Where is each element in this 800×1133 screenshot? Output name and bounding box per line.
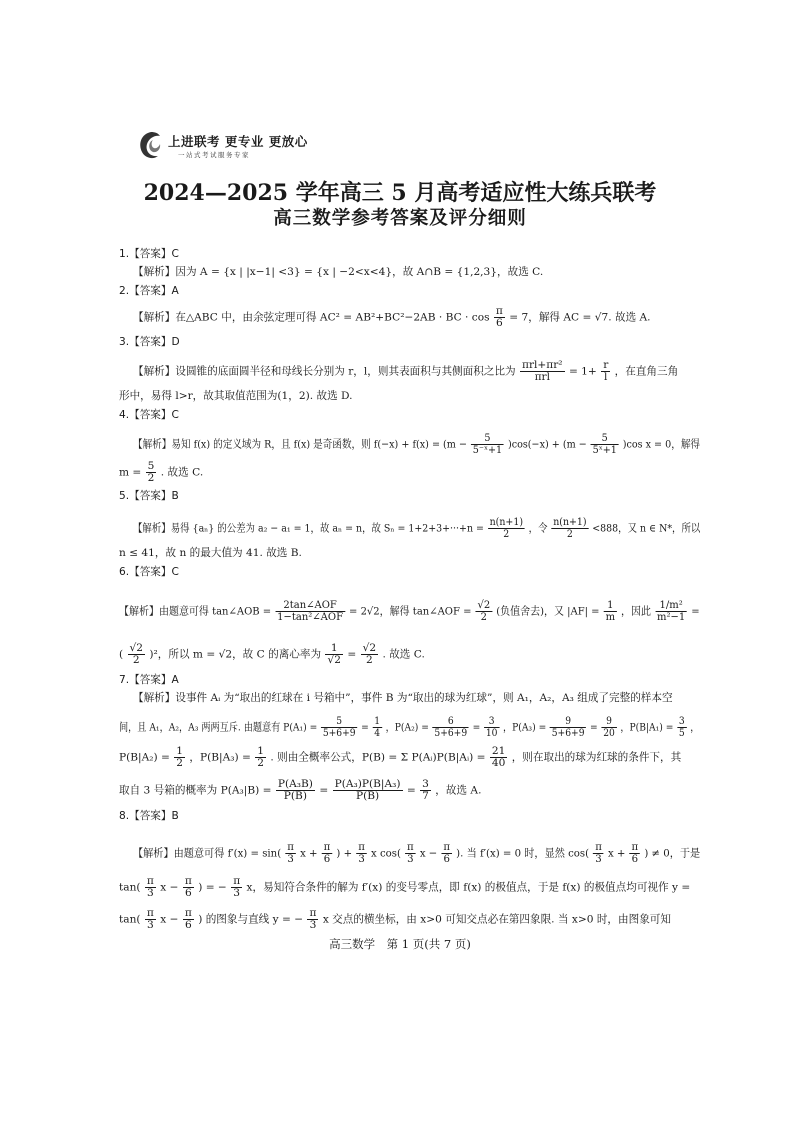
q4-f2-den: 5ˣ+1 <box>592 444 617 456</box>
q7-l3-post: ，则在取出的球为红球的条件下，其 <box>511 751 682 764</box>
q2-frac-den: 6 <box>496 317 503 329</box>
q2-frac-num: π <box>495 305 503 317</box>
q7-c1-num: P(A₃B) <box>277 778 313 790</box>
q8-l2-pi3-fraction <box>145 876 156 899</box>
q8-pi6-num: π <box>323 841 331 853</box>
q8-l3-pi6-den: 6 <box>184 919 192 931</box>
q7-answer: 7.【答案】A <box>119 674 179 686</box>
q8-l2-pi3b-num: π <box>233 875 241 887</box>
q7-c1-den: P(B) <box>283 790 307 802</box>
q6-l2-fraction-3 <box>361 643 379 666</box>
q7-l4-post: ，故选 A. <box>435 784 482 797</box>
q3-fraction-1 <box>520 360 565 383</box>
q2-answer: 2.【答案】A <box>119 285 179 297</box>
q8-l2-pi6-den: 6 <box>184 887 192 899</box>
q3-analysis-line2: 形中，易得 l>r，故其取值范围为(1，2). 故选 D. <box>119 390 353 402</box>
q7-a2-fraction <box>433 716 469 739</box>
q8-pi3-den: 3 <box>287 853 294 865</box>
page-title: 2024—2025 学年高三 5 月高考适应性大练兵联考 <box>143 180 657 206</box>
q7-c3-fraction <box>420 779 431 802</box>
q6-f1-num: 2tan∠AOF <box>275 600 345 612</box>
q6-text-c: (负值舍去)，又 |AF| = <box>496 605 600 618</box>
q8-l1-d: x cos( <box>371 847 401 860</box>
q4-analysis-line2 <box>119 461 203 484</box>
q6-text-e: = <box>691 605 700 618</box>
q7-b3-num: 1 <box>257 745 264 757</box>
q2-fraction <box>494 306 505 329</box>
q6-analysis-line2 <box>119 643 425 666</box>
q8-l2-pi3b-fraction <box>231 876 242 899</box>
q7-eq3: = <box>590 721 598 734</box>
q7-a2s-num: 3 <box>484 716 499 728</box>
q8-l3-pi3-fraction <box>145 908 156 931</box>
q7-c3-num: 3 <box>422 778 429 790</box>
q7-pb-fraction <box>490 746 507 769</box>
q6-l2-eq: = <box>347 648 357 661</box>
q8-l2-a: tan( <box>119 881 141 894</box>
q7-eq1: = <box>361 721 369 734</box>
q1-analysis: 【解析】因为 A = {x | |x−1| <3} = {x | −2<x<4}，故 A∩B = {1,2,3}，故选 C. <box>133 266 544 278</box>
q7-b2-den: 2 <box>176 757 184 769</box>
q8-pi6c-fraction <box>630 842 641 865</box>
q8-pi6c-den: 6 <box>631 853 639 865</box>
q4-f1-num: 5 <box>471 433 504 445</box>
q6-f2-num: √2 <box>477 599 491 611</box>
q8-l2-pi3b-den: 3 <box>233 887 241 899</box>
q7-p2: ，P(A₂) = <box>385 721 429 734</box>
q7-l4-pre: 取自 3 号箱的概率为 P(A₃|B) = <box>119 784 272 797</box>
q7-a3s-den: 20 <box>603 727 615 739</box>
q8-l2-pi3-den: 3 <box>147 887 154 899</box>
q7-a2s-fraction <box>484 716 499 739</box>
q5-f2-num: n(n+1) <box>553 516 587 528</box>
q7-c3-den: 7 <box>422 790 429 802</box>
q8-l3-pi3b-num: π <box>309 907 317 919</box>
q3-f2-den: l <box>604 371 608 383</box>
q7-l2-end: ， <box>690 721 700 734</box>
q7-a1s-fraction <box>373 716 382 739</box>
q5-fraction-1 <box>488 517 525 540</box>
q8-analysis-line2 <box>119 876 690 899</box>
q4-f1-den: 5⁻ˣ+1 <box>472 444 503 456</box>
q8-pi6b-den: 6 <box>443 853 450 865</box>
q7-c2-fraction <box>333 779 403 802</box>
q8-pi3c-den: 3 <box>407 853 414 865</box>
q6-l2-post: . 故选 C. <box>382 648 425 661</box>
q8-pi3-fraction <box>285 842 296 865</box>
q8-l3-pi3b-fraction <box>307 908 318 931</box>
q4-f2-num: 5 <box>591 433 619 445</box>
q6-l2-mid: )²，所以 m = √2，故 C 的离心率为 <box>149 648 322 661</box>
q4-m-fraction <box>146 461 157 484</box>
q5-answer: 5.【答案】B <box>119 490 179 502</box>
q8-l1-e: x − <box>419 847 438 860</box>
q8-l2-pi6-fraction <box>183 876 194 899</box>
q8-l1-b: x + <box>300 847 318 860</box>
q5-text-a: 【解析】易得 {aₙ} 的公差为 a₂ − a₁ = 1，故 aₙ = n，故 Sₙ = 1+2+3+···+n = <box>133 522 484 535</box>
q8-pi3-num: π <box>287 841 294 853</box>
q7-a2-num: 6 <box>433 716 469 728</box>
q7-a1s-den: 4 <box>374 727 381 739</box>
q8-l1-g: x + <box>607 847 626 860</box>
q8-answer: 8.【答案】B <box>119 810 179 822</box>
q8-l3-b: x − <box>160 913 179 926</box>
q4-fraction-1 <box>471 433 504 456</box>
q8-pi3c-num: π <box>407 841 414 853</box>
q8-l3-pi6-fraction <box>183 908 194 931</box>
q5-analysis-line2: n ≤ 41，故 n 的最大值为 41. 故选 B. <box>119 547 302 559</box>
q7-pb1: ，P(B|A₁) = <box>620 721 674 734</box>
q7-a1-num: 5 <box>321 716 357 728</box>
q8-l3-d: x 交点的横坐标，由 x>0 可知交点必在第四象限. 当 x>0 时，由图象可知 <box>322 913 671 926</box>
q6-l2-pre: ( <box>119 648 124 661</box>
q6-l2f3-den: 2 <box>365 654 373 666</box>
q6-l2f3-num: √2 <box>362 642 377 654</box>
q6-l2f1-den: 2 <box>132 654 140 666</box>
q8-pi6b-fraction <box>441 842 452 865</box>
q7-a3s-num: 9 <box>601 716 616 728</box>
q7-a1s-num: 1 <box>374 715 381 727</box>
q8-l2-b: x − <box>160 881 179 894</box>
q7-a2s-den: 10 <box>485 727 498 739</box>
page-footer: 高三数学 第 1 页(共 7 页) <box>329 937 471 951</box>
q8-pi6-fraction <box>322 842 333 865</box>
q4-analysis <box>133 433 700 456</box>
q3-text-a: 【解析】设圆锥的底面圆半径和母线长分别为 r，l，则其表面积与其侧面积之比为 <box>133 365 516 378</box>
q6-text-b: = 2√2，解得 tan∠AOF = <box>349 605 472 618</box>
q7-eqd: = <box>406 784 416 797</box>
q7-pb-num: 21 <box>491 745 506 757</box>
q6-fraction-4 <box>655 600 687 623</box>
q4-p1-pre: (m − <box>443 438 468 451</box>
q7-eq2: = <box>472 721 481 734</box>
q7-a2-den: 5+6+9 <box>434 727 468 739</box>
q7-b2-fraction <box>174 746 185 769</box>
q8-l2-d: x，易知符合条件的解为 f′(x) 的变号零点，即 f(x) 的极值点，于是 f(x) 的极值点均可视作 y = <box>246 881 691 894</box>
q5-text-b: <888，又 n ∈ N*，所以 <box>592 522 701 535</box>
q6-f3-num: 1 <box>604 600 617 612</box>
q6-f4-den: m²−1 <box>657 611 686 623</box>
q1-answer: 1.【答案】C <box>119 248 179 260</box>
q5-fraction-2 <box>551 517 588 540</box>
q5-f2-den: 2 <box>566 528 573 540</box>
q8-pi3c-fraction <box>405 842 416 865</box>
q6-f1-den: 1−tan²∠AOF <box>277 611 344 623</box>
q3-fraction-2 <box>601 360 610 383</box>
q7-c2-num: P(A₃)P(B|A₃) <box>334 778 401 790</box>
q7-pb3: ，P(B|A₃) = <box>189 751 251 764</box>
q7-a1-den: 5+6+9 <box>322 727 356 739</box>
q3-f1-num: πrl+πr² <box>521 359 563 371</box>
q2-text-b: = 7，解得 AC = √7. 故选 A. <box>509 311 651 324</box>
q6-analysis <box>119 600 700 623</box>
q4-m-den: 2 <box>147 472 155 484</box>
q4-p2-post: )cos x = 0，解得 <box>622 438 701 451</box>
q8-pi6-den: 6 <box>323 853 331 865</box>
slogan-sub: 一站式考试服务专家 <box>178 151 250 159</box>
q4-m-pre: m = <box>119 466 142 479</box>
q7-b1-den: 5 <box>678 727 685 739</box>
q8-l3-pi6-num: π <box>184 907 192 919</box>
q6-l2-fraction-2 <box>325 643 343 666</box>
q7-p3: ，P(A₃) = <box>502 721 547 734</box>
q4-m-num: 5 <box>147 460 155 472</box>
page-subtitle: 高三数学参考答案及评分细则 <box>273 208 527 229</box>
q7-l2-pre: 间，且 A₁，A₂，A₃ 两两互斥. 由题意有 P(A₁) = <box>119 721 318 734</box>
q7-a1-fraction <box>321 716 357 739</box>
q8-pi3d-num: π <box>595 841 602 853</box>
q8-l3-pi3b-den: 3 <box>309 919 317 931</box>
q8-l3-pi3-num: π <box>146 907 154 919</box>
q8-pi3d-fraction <box>593 842 604 865</box>
q6-f2-den: 2 <box>480 611 488 623</box>
q7-l3-pre: P(B|A₂) = <box>119 751 170 764</box>
q6-l2f2-num: 1 <box>325 643 343 655</box>
q4-m-post: . 故选 C. <box>160 466 204 479</box>
q6-l2f2-den: √2 <box>327 654 341 666</box>
q6-f3-den: m <box>605 611 616 623</box>
q8-pi6b-num: π <box>443 841 451 853</box>
q3-f2-num: r <box>603 359 609 371</box>
q8-pi3b-den: 3 <box>358 853 365 865</box>
q8-pi6c-num: π <box>631 841 639 853</box>
q7-a3-fraction <box>550 716 586 739</box>
exam-union-logo-icon <box>136 130 166 162</box>
q6-text-a: 【解析】由题意可得 tan∠AOB = <box>119 605 272 618</box>
q6-answer: 6.【答案】C <box>119 566 179 578</box>
q6-f4-num: 1/m² <box>655 600 687 612</box>
q7-b3-den: 2 <box>257 757 264 769</box>
q8-pi3b-fraction <box>356 842 367 865</box>
q7-analysis-line3 <box>119 746 681 769</box>
q7-c1-fraction <box>276 779 315 802</box>
q7-pb-den: 40 <box>491 757 506 769</box>
q3-answer: 3.【答案】D <box>119 336 180 348</box>
q3-analysis <box>133 360 678 383</box>
q6-l2-fraction-1 <box>128 643 146 666</box>
q7-b3-fraction <box>255 746 266 769</box>
q4-answer: 4.【答案】C <box>119 409 179 421</box>
q8-l3-pi3-den: 3 <box>147 919 154 931</box>
q6-l2f1-num: √2 <box>129 642 144 654</box>
q5-f1-num: n(n+1) <box>489 516 524 528</box>
q6-fraction-1 <box>275 600 345 623</box>
q5-mid: ，令 <box>528 522 548 535</box>
q8-l2-c: ) = − <box>198 881 227 894</box>
q8-l2-pi3-num: π <box>146 875 154 887</box>
q7-a3s-fraction <box>601 716 616 739</box>
q7-b2-num: 1 <box>176 745 184 757</box>
q4-p1-post: )cos(−x) + (m − <box>507 438 587 451</box>
slogan: 上进联考 更专业 更放心 <box>168 134 308 149</box>
q4-text-a: 【解析】易知 f(x) 的定义域为 R，且 f(x) 是奇函数，则 f(−x) + f(x) = <box>133 438 440 451</box>
q7-analysis-line1: 【解析】设事件 Aᵢ 为“取出的红球在 i 号箱中”，事件 B 为“取出的球为红球”，则 A₁，A₂，A₃ 组成了完整的样本空 <box>133 692 673 704</box>
q6-text-d: ，因此 <box>621 605 652 618</box>
q8-pi3d-den: 3 <box>595 853 602 865</box>
q3-eq: = 1+ <box>568 365 597 378</box>
q7-l3-mid: . 则由全概率公式，P(B) = Σ P(Aᵢ)P(B|Aᵢ) = <box>270 751 486 764</box>
q7-c2-den: P(B) <box>355 790 380 802</box>
q8-l1-f: ). 当 f′(x) = 0 时，显然 cos( <box>456 847 590 860</box>
q8-l2-pi6-num: π <box>184 875 192 887</box>
q8-pi3b-num: π <box>358 841 365 853</box>
q7-b1-num: 3 <box>678 715 685 727</box>
q4-fraction-2 <box>591 433 619 456</box>
q6-fraction-2 <box>476 600 493 623</box>
q7-analysis-line4 <box>119 779 481 802</box>
q3-text-b: ，在直角三角 <box>614 365 679 378</box>
q2-analysis <box>133 306 651 329</box>
q7-eqc: = <box>319 784 329 797</box>
q8-l1-a: 【解析】由题意可得 f′(x) = sin( <box>133 847 282 860</box>
q7-analysis-line2 <box>119 716 699 739</box>
q2-text-a: 【解析】在△ABC 中，由余弦定理可得 AC² = AB²+BC²−2AB · BC · cos <box>133 311 490 324</box>
header-logo <box>136 130 306 162</box>
q6-fraction-3 <box>604 600 617 623</box>
q8-l1-c: ) + <box>336 847 353 860</box>
q7-b1-fraction <box>677 716 686 739</box>
q5-f1-den: 2 <box>503 528 510 540</box>
q8-l1-h: ) ≠ 0，于是 <box>644 847 701 860</box>
q3-f1-den: πrl <box>534 371 550 383</box>
q8-analysis-line3 <box>119 908 671 931</box>
q7-a3-den: 5+6+9 <box>551 727 585 739</box>
q7-a3-num: 9 <box>550 716 586 728</box>
q8-analysis-line1 <box>133 842 700 865</box>
q8-l3-c: ) 的图象与直线 y = − <box>198 913 304 926</box>
q8-l3-a: tan( <box>119 913 141 926</box>
q5-analysis <box>133 517 700 540</box>
